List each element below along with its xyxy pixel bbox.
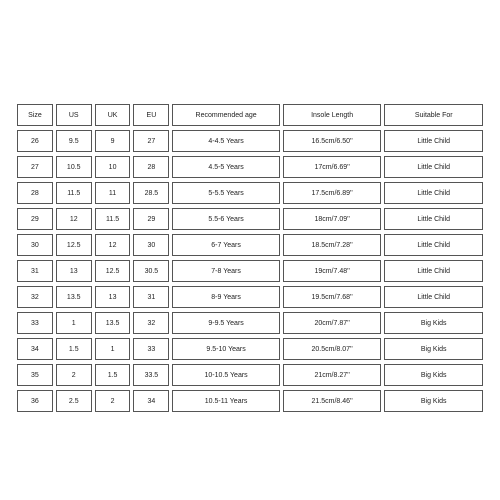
table-row xyxy=(17,156,483,178)
cell-us: 1 xyxy=(56,312,92,334)
table-row xyxy=(17,364,483,386)
cell-us: 10.5 xyxy=(56,156,92,178)
cell-uk: 12.5 xyxy=(95,260,131,282)
cell-insole-length: 18.5cm/7.28'' xyxy=(283,234,382,256)
cell-eu: 28 xyxy=(133,156,169,178)
cell-eu: 34 xyxy=(133,390,169,412)
cell-insole-length: 21cm/8.27'' xyxy=(283,364,382,386)
cell-insole-length: 20cm/7.87'' xyxy=(283,312,382,334)
cell-recommended-age: 4-4.5 Years xyxy=(172,130,280,152)
cell-recommended-age: 7-8 Years xyxy=(172,260,280,282)
cell-us: 13.5 xyxy=(56,286,92,308)
cell-uk: 11 xyxy=(95,182,131,204)
table-row xyxy=(17,208,483,230)
cell-suitable-for: Little Child xyxy=(384,286,483,308)
cell-suitable-for: Big Kids xyxy=(384,364,483,386)
table-row xyxy=(17,312,483,334)
cell-uk: 1.5 xyxy=(95,364,131,386)
cell-suitable-for: Little Child xyxy=(384,208,483,230)
header-size: Size xyxy=(17,104,53,126)
header-us: US xyxy=(56,104,92,126)
cell-uk: 1 xyxy=(95,338,131,360)
cell-us: 12 xyxy=(56,208,92,230)
cell-size: 31 xyxy=(17,260,53,282)
cell-uk: 2 xyxy=(95,390,131,412)
cell-size: 32 xyxy=(17,286,53,308)
cell-insole-length: 18cm/7.09'' xyxy=(283,208,382,230)
cell-eu: 29 xyxy=(133,208,169,230)
cell-us: 2.5 xyxy=(56,390,92,412)
cell-recommended-age: 4.5-5 Years xyxy=(172,156,280,178)
cell-us: 11.5 xyxy=(56,182,92,204)
cell-size: 35 xyxy=(17,364,53,386)
cell-eu: 30 xyxy=(133,234,169,256)
cell-size: 27 xyxy=(17,156,53,178)
cell-size: 36 xyxy=(17,390,53,412)
cell-recommended-age: 10-10.5 Years xyxy=(172,364,280,386)
cell-size: 33 xyxy=(17,312,53,334)
header-insole-length: Insole Length xyxy=(283,104,382,126)
table-row xyxy=(17,338,483,360)
cell-suitable-for: Big Kids xyxy=(384,390,483,412)
cell-uk: 13 xyxy=(95,286,131,308)
cell-us: 12.5 xyxy=(56,234,92,256)
cell-us: 1.5 xyxy=(56,338,92,360)
cell-eu: 30.5 xyxy=(133,260,169,282)
cell-insole-length: 17cm/6.69'' xyxy=(283,156,382,178)
cell-suitable-for: Big Kids xyxy=(384,338,483,360)
cell-uk: 9 xyxy=(95,130,131,152)
cell-eu: 28.5 xyxy=(133,182,169,204)
cell-us: 9.5 xyxy=(56,130,92,152)
cell-suitable-for: Little Child xyxy=(384,156,483,178)
table-row xyxy=(17,286,483,308)
cell-uk: 13.5 xyxy=(95,312,131,334)
header-uk: UK xyxy=(95,104,131,126)
cell-suitable-for: Little Child xyxy=(384,260,483,282)
cell-recommended-age: 5-5.5 Years xyxy=(172,182,280,204)
header-suitable-for: Suitable For xyxy=(384,104,483,126)
cell-recommended-age: 9-9.5 Years xyxy=(172,312,280,334)
cell-recommended-age: 9.5-10 Years xyxy=(172,338,280,360)
cell-us: 13 xyxy=(56,260,92,282)
cell-size: 30 xyxy=(17,234,53,256)
cell-uk: 12 xyxy=(95,234,131,256)
cell-insole-length: 20.5cm/8.07'' xyxy=(283,338,382,360)
cell-recommended-age: 8-9 Years xyxy=(172,286,280,308)
cell-insole-length: 16.5cm/6.50'' xyxy=(283,130,382,152)
cell-recommended-age: 5.5-6 Years xyxy=(172,208,280,230)
cell-uk: 10 xyxy=(95,156,131,178)
cell-suitable-for: Little Child xyxy=(384,130,483,152)
cell-size: 26 xyxy=(17,130,53,152)
cell-eu: 33 xyxy=(133,338,169,360)
cell-insole-length: 19cm/7.48'' xyxy=(283,260,382,282)
table-row xyxy=(17,390,483,412)
cell-uk: 11.5 xyxy=(95,208,131,230)
table-row xyxy=(17,182,483,204)
cell-suitable-for: Little Child xyxy=(384,234,483,256)
cell-eu: 32 xyxy=(133,312,169,334)
table-body xyxy=(17,130,483,412)
table-row xyxy=(17,260,483,282)
header-eu: EU xyxy=(133,104,169,126)
table-row xyxy=(17,130,483,152)
size-chart-table xyxy=(14,100,486,416)
cell-size: 28 xyxy=(17,182,53,204)
cell-insole-length: 21.5cm/8.46'' xyxy=(283,390,382,412)
cell-insole-length: 19.5cm/7.68'' xyxy=(283,286,382,308)
cell-us: 2 xyxy=(56,364,92,386)
cell-eu: 33.5 xyxy=(133,364,169,386)
cell-recommended-age: 6-7 Years xyxy=(172,234,280,256)
cell-eu: 27 xyxy=(133,130,169,152)
cell-suitable-for: Big Kids xyxy=(384,312,483,334)
cell-suitable-for: Little Child xyxy=(384,182,483,204)
cell-insole-length: 17.5cm/6.89'' xyxy=(283,182,382,204)
cell-size: 34 xyxy=(17,338,53,360)
cell-recommended-age: 10.5-11 Years xyxy=(172,390,280,412)
cell-size: 29 xyxy=(17,208,53,230)
cell-eu: 31 xyxy=(133,286,169,308)
header-recommended-age: Recommended age xyxy=(172,104,280,126)
table-row xyxy=(17,234,483,256)
header-row xyxy=(17,104,483,126)
